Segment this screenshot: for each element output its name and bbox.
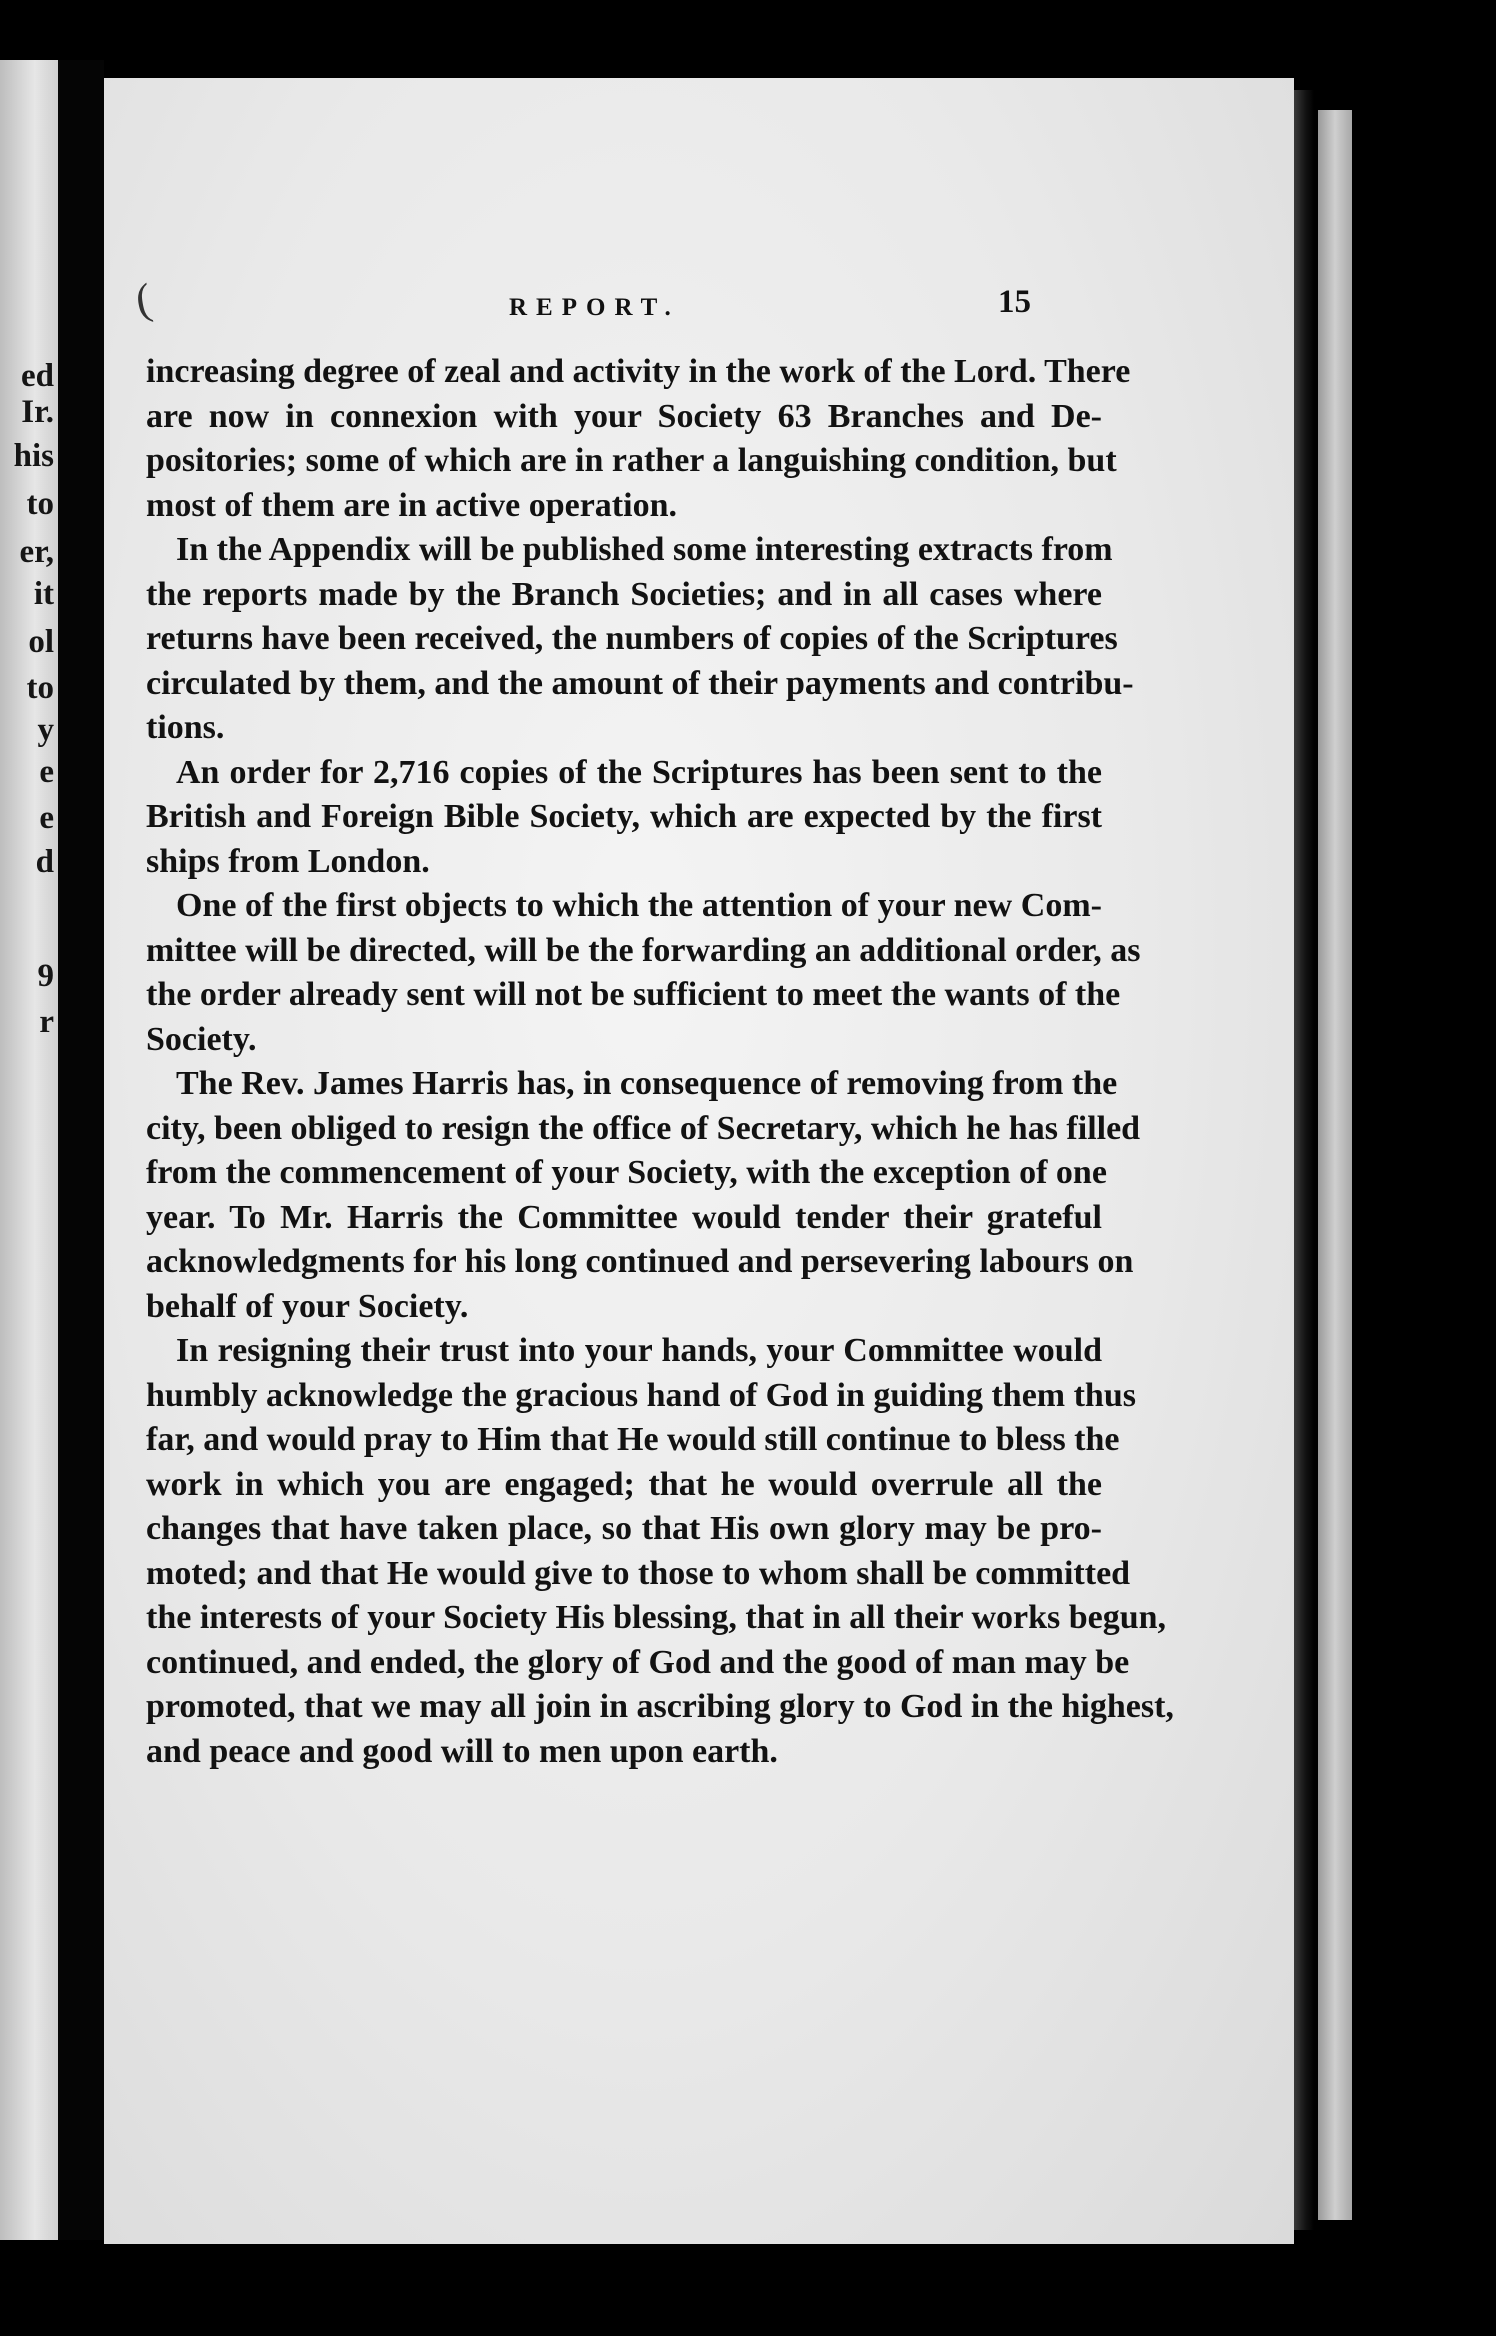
text-line: year. To Mr. Harris the Committee would tender their grateful: [146, 1198, 1102, 1236]
page-header: [104, 284, 1294, 334]
margin-fragment: d: [35, 844, 54, 880]
text-line: behalf of your Society.: [146, 1287, 469, 1325]
running-head: REPORT.: [509, 294, 680, 321]
page-edge: [1294, 90, 1314, 2230]
text-line: humbly acknowledge the gracious hand of God in guiding them thus: [146, 1376, 1136, 1414]
text-line: moted; and that He would give to those to whom shall be committed: [146, 1554, 1131, 1592]
text-line: positories; some of which are in rather a languishing condition, but: [146, 442, 1117, 479]
margin-fragment: it: [33, 576, 54, 612]
text-line: tions.: [146, 709, 225, 746]
text-line: city, been obliged to resign the office of Secretary, which he has filled: [146, 1109, 1141, 1147]
text-line: The Rev. James Harris has, in consequence of removing from the: [176, 1065, 1118, 1102]
text-line: increasing degree of zeal and activity in the work of the Lord. There: [146, 353, 1131, 390]
margin-fragment: ed: [21, 358, 54, 394]
text-line: acknowledgments for his long continued and persevering labours on: [146, 1243, 1134, 1280]
text-line: continued, and ended, the glory of God and the good of man may be: [146, 1643, 1130, 1681]
scanned-page: [104, 78, 1294, 2244]
text-line: ships from London.: [146, 842, 430, 880]
margin-fragment: e: [39, 800, 54, 836]
margin-fragment: r: [39, 1004, 54, 1040]
margin-fragment: er,: [19, 534, 54, 570]
margin-fragment: to: [26, 670, 54, 706]
text-line: most of them are in active operation.: [146, 486, 677, 524]
margin-fragment: y: [37, 712, 54, 748]
previous-page-edge: [0, 60, 58, 2240]
text-line: mittee will be directed, will be the forwarding an additional order, as: [146, 931, 1141, 969]
text-line: and peace and good will to men upon earth.: [146, 1732, 778, 1770]
text-line: are now in connexion with your Society 63 Branches and De-: [146, 397, 1102, 435]
text-line: An order for 2,716 copies of the Scriptures has been sent to the: [176, 753, 1102, 791]
text-line: changes that have taken place, so that His own glory may be pro-: [146, 1510, 1102, 1547]
body-text: [146, 350, 1174, 1774]
text-line: the reports made by the Branch Societies; and in all cases where: [146, 575, 1102, 613]
margin-fragment: 9: [37, 958, 54, 994]
page-number: 15: [998, 284, 1031, 320]
margin-fragment: ol: [28, 624, 54, 660]
text-line: returns have been received, the numbers of copies of the Scriptures: [146, 620, 1118, 657]
text-line: In resigning their trust into your hands, your Committee would: [176, 1332, 1102, 1369]
text-line: work in which you are engaged; that he would overrule all the: [146, 1465, 1102, 1503]
margin-fragment: his: [13, 438, 54, 474]
book-gutter: [58, 60, 104, 2240]
margin-fragment: e: [39, 754, 54, 790]
text-line: promoted, that we may all join in ascribing glory to God in the highest,: [146, 1688, 1174, 1725]
text-line: Society.: [146, 1020, 257, 1058]
text-line: British and Foreign Bible Society, which are expected by the first: [146, 798, 1102, 835]
text-line: One of the first objects to which the attention of your new Com-: [176, 887, 1102, 924]
text-line: far, and would pray to Him that He would still continue to bless the: [146, 1421, 1120, 1458]
margin-fragment: Ir.: [21, 394, 54, 430]
text-line: the interests of your Society His blessing, that in all their works begun,: [146, 1599, 1167, 1636]
text-line: circulated by them, and the amount of their payments and contribu-: [146, 664, 1134, 702]
text-line: the order already sent will not be sufficient to meet the wants of the: [146, 976, 1121, 1013]
margin-fragment: to: [26, 486, 54, 522]
next-page-edge: [1318, 110, 1352, 2220]
pencil-mark: (: [131, 274, 155, 325]
text-line: In the Appendix will be published some interesting extracts from: [176, 531, 1113, 568]
text-line: from the commencement of your Society, with the exception of one: [146, 1154, 1107, 1191]
